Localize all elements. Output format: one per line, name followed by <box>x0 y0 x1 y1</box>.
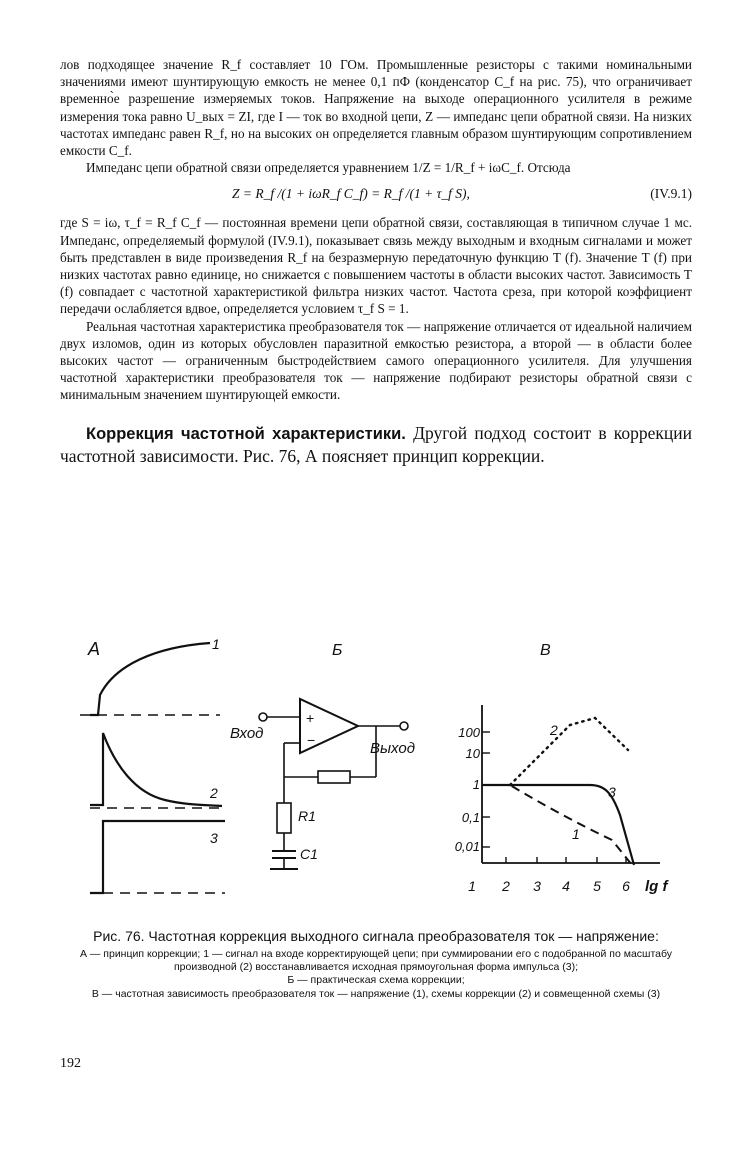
paragraph-1: лов подходящее значение R_f составляет 10 ГОм. Промышленные резисторы с такими номинальными значениями имеют шунтирующую емкость не менее 0,1 пФ (конденсатор C_f на рис. 75), что ограничивает временно̀е разрешение измеряемых токов. Напряжение на выходе операционного усилителя в режиме измерения тока равно U_вых = ZI, где I — ток во входной цепи, Z — импеданс цепи обратной связи. На низких частотах импеданс равен R_f, но на высоких он определяется главным образом шунтирующим сопротивлением емкости C_f. <box>60 57 692 159</box>
figure-76 <box>60 625 700 925</box>
section-paragraph <box>60 422 692 467</box>
opamp-minus-sign: − <box>307 732 316 748</box>
panel-a3-curve <box>90 821 225 893</box>
equation-iv-9-1 <box>60 180 692 208</box>
panel-b-label: Б <box>332 642 343 659</box>
input-label: Вход <box>230 725 264 742</box>
input-terminal <box>259 713 267 721</box>
curve-a3-label: 3 <box>210 830 218 846</box>
x-tick-label: 6 <box>622 878 630 894</box>
x-tick-label: 5 <box>593 878 601 894</box>
curve-c2-label: 2 <box>550 722 558 738</box>
paragraph-4: Реальная частотная характеристика преобразователя ток — напряжение отличается от идеальной наличием двух изломов, один из которых обусловлен паразитной емкостью резистора, а второй — в области более высоких частот — ограниченным быстродействием самого операционного усилителя. Для улучшения частотной характеристики преобразователя ток — напряжение подбирают резисторы обратной связи с минимальным значением шунтирующей емкости. <box>60 318 692 403</box>
r1-label: R1 <box>298 808 316 824</box>
curve-c3-label: 3 <box>608 784 616 800</box>
y-tick-label: 10 <box>465 746 480 761</box>
x-tick-label: 2 <box>502 878 510 894</box>
figure-drawing <box>60 625 700 925</box>
feedback-resistor <box>318 771 350 783</box>
paragraph-2: Импеданс цепи обратной связи определяется уравнением 1/Z = 1/R_f + iωC_f. Отсюда <box>86 160 571 176</box>
r1-resistor <box>277 803 291 833</box>
panel-a2-curve <box>90 733 222 806</box>
y-tick-label: 1 <box>472 777 480 792</box>
section-heading: Коррекция частотной характеристики. <box>86 424 406 443</box>
caption-line-b: Б — практическая схема коррекции; <box>287 974 465 986</box>
curve-a2-label: 2 <box>210 785 218 801</box>
y-axis-ticks <box>482 732 490 847</box>
x-axis-ticks <box>506 857 626 863</box>
c1-label: C1 <box>300 846 318 862</box>
text-body <box>60 56 692 467</box>
x-tick-label: 1 <box>468 878 476 894</box>
equation-number: (IV.9.1) <box>650 186 692 202</box>
x-axis-label: lg f <box>645 878 668 895</box>
panel-a-label: А <box>88 639 101 659</box>
y-tick-label: 0,01 <box>454 839 480 854</box>
caption-title: Рис. 76. Частотная коррекция выходного сигнала преобразователя ток — напряжение: <box>93 928 659 944</box>
figure-caption <box>60 928 692 1000</box>
y-tick-labels <box>455 725 481 854</box>
x-tick-labels <box>468 878 630 894</box>
output-terminal <box>400 722 408 730</box>
y-tick-label: 0,1 <box>461 810 480 825</box>
opamp-plus-sign: + <box>306 710 315 726</box>
caption-line-a: А — принцип коррекции; 1 — сигнал на входе корректирующей цепи; при суммировании его с подобранной по масштабу производной (2) восстанавливается исходная прямоугольная форма импульса (3); <box>79 948 673 973</box>
panel-a1-curve <box>90 643 210 715</box>
section-text: Другой подход состоит в коррекции частотной зависимости. Рис. 76, А поясняет принцип коррекции. <box>60 422 692 466</box>
x-tick-label: 3 <box>533 878 541 894</box>
curve-2-correction <box>510 718 628 785</box>
output-label: Выход <box>370 740 416 757</box>
curve-a1-label: 1 <box>212 636 220 652</box>
x-tick-label: 4 <box>562 878 570 894</box>
panel-c-label: В <box>540 642 551 659</box>
curve-c1-label: 1 <box>572 826 580 842</box>
caption-line-c: В — частотная зависимость преобразователя ток — напряжение (1), схемы коррекции (2) и совмещенной схемы (3) <box>91 987 661 1000</box>
y-tick-label: 100 <box>458 725 480 740</box>
paragraph-3: где S = iω, τ_f = R_f C_f — постоянная времени цепи обратной связи, составляющая в типичном случае 1 мс. Импеданс, определяемый формулой (IV.9.1), показывает связь между выходным и входным сигналами и может быть представлен в виде произведения R_f на безразмерную передаточную функцию T (f). Значение T (f) при низких частотах равно единице, но снижается с повышением частоты в области высоких частот. Зависимость T (f) совпадает с частотной характеристикой фильтра низких частот. Частота среза, при которой коэффициент передачи ослабляется вдвое, определяется условием τ_f S = 1. <box>60 215 692 317</box>
equation-expression: Z = R_f /(1 + iωR_f C_f) = R_f /(1 + τ_f S), <box>232 186 470 202</box>
page-number: 192 <box>60 1056 81 1071</box>
